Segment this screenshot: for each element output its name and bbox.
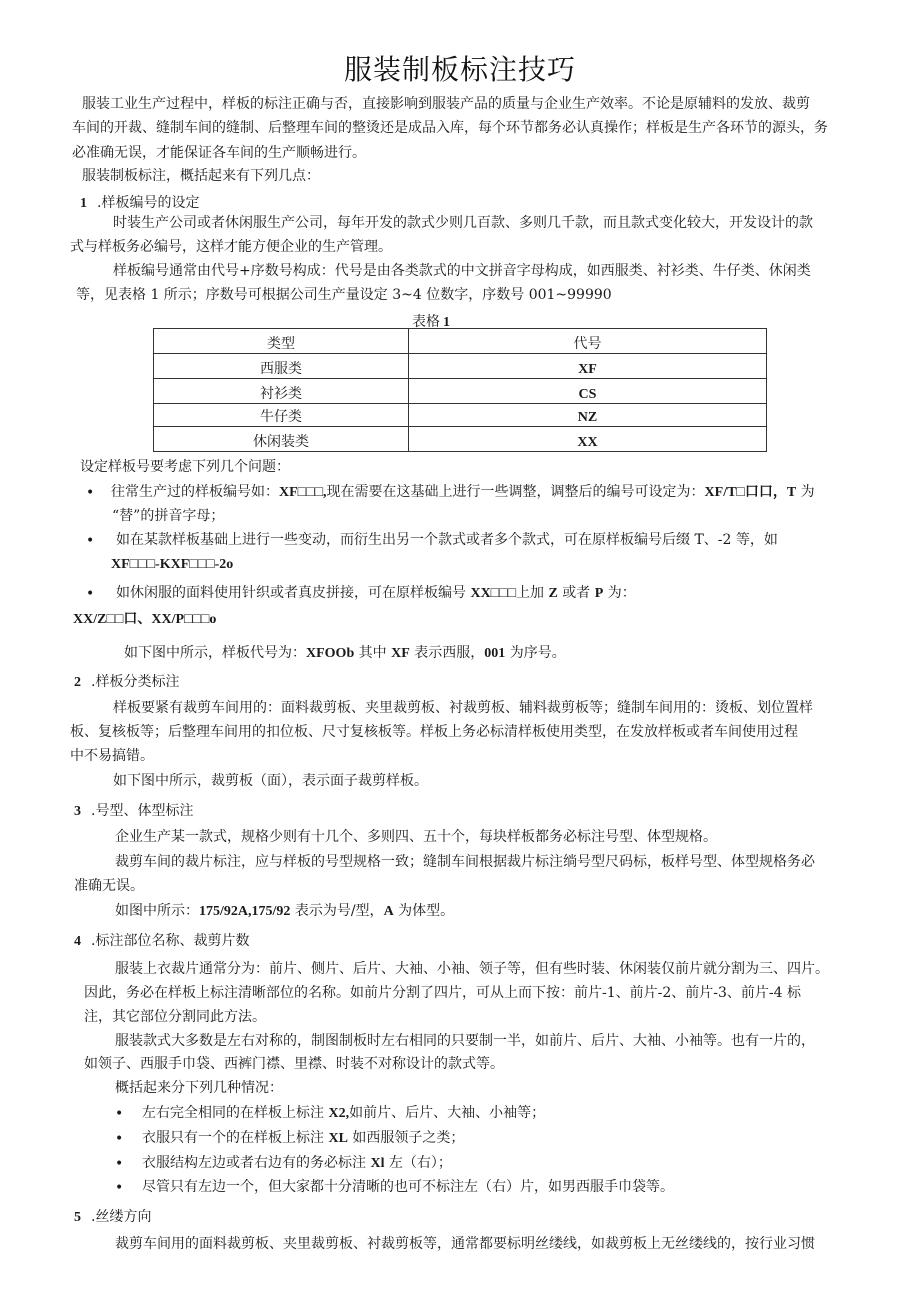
cell-code: XX (409, 427, 767, 452)
s3-para-line-1: 企业生产某一款式，规格少则有十几个、多则四、五十个，每块样板都务必标注号型、体型规格。 (115, 829, 717, 845)
considerations-intro: 设定样板号要考虑下列几个问题： (80, 459, 290, 475)
s1-example: 如下图中所示，样板代号为：XFOOb 其中 XF 表示西服，001 为序号。 (124, 645, 566, 661)
header-type: 类型 (154, 329, 409, 354)
s5-para-line-1: 裁剪车间用的面料裁剪板、夹里裁剪板、衬裁剪板等，通常都要标明丝缕线，如裁剪板上无丝缕线的，按行业习惯 (115, 1236, 815, 1252)
s2-para-line-3: 中不易搞错。 (70, 748, 154, 764)
section-3-heading: 3 .号型、体型标注 (74, 803, 194, 819)
code-table (153, 328, 767, 452)
intro-line-2: 车间的开裁、缝制车间的缝制、后整理车间的整烫还是成品入库，每个环节都务必认真操作；样板是生产各环节的源头，务 (72, 120, 828, 136)
s4-para-line-3: 注，其它部位分割同此方法。 (84, 1009, 266, 1025)
s4-para-line-4: 服装款式大多数是左右对称的，制图制板时左右相同的只要制一半，如前片、后片、大袖、小袖等。也有一片的， (115, 1033, 815, 1049)
intro-line-4: 服装制板标注，概括起来有下列几点： (82, 168, 320, 184)
s1-para-line-3: 样板编号通常由代号+序数号构成：代号是由各类款式的中文拼音字母构成，如西服类、衬衫类、牛仔类、休闲类 (113, 263, 811, 279)
s3-para-line-2: 裁剪车间的裁片标注，应与样板的号型规格一致；缝制车间根据裁片标注绱号型尺码标，板样号型、体型规格务必 (115, 854, 815, 870)
cell-code: CS (409, 379, 767, 404)
s3-para-line-3: 准确无误。 (74, 878, 144, 894)
s4-para-line-6: 概括起来分下列几种情况： (115, 1080, 283, 1096)
section-4-heading: 4 .标注部位名称、裁剪片数 (74, 933, 250, 949)
header-code: 代号 (409, 329, 767, 354)
section-5-heading: 5 .丝缕方向 (74, 1209, 152, 1225)
table-row (154, 354, 767, 379)
bullet-1-line-2: “替”的拼音字母； (112, 508, 225, 524)
bullet-1-line-1: 往常生产过的样板编号如：XF□□□,现在需要在这基础上进行一些调整，调整后的编号可设定为：XF/T□口口，T 为 (111, 484, 815, 500)
bullet-icon: • (115, 1131, 124, 1147)
cell-type: 牛仔类 (154, 404, 409, 427)
bullet-3-line-1: 如休闲服的面料使用针织或者真皮拼接，可在原样板编号 XX□□□上加 Z 或者 P 为： (116, 585, 636, 601)
section-2-heading: 2 .样板分类标注 (74, 674, 180, 690)
s1-para-line-1: 时装生产公司或者休闲服生产公司，每年开发的款式少则几百款、多则几千款，而且款式变化较大，开发设计的款 (113, 215, 813, 231)
table-caption: 表格 1 (412, 314, 450, 330)
document-title: 服装制板标注技巧 (343, 53, 576, 86)
bullet-3-line-2: XX/Z□□口、XX/P□□□o (73, 612, 217, 627)
s4-para-line-2: 因此，务必在样板上标注清晰部位的名称。如前片分割了四片，可从上而下按：前片-1、前片-2、前片-3、前片-4 标 (84, 985, 801, 1001)
table-row (154, 427, 767, 452)
bullet-2-line-2: XF□□□-KXF□□□-2o (111, 557, 234, 572)
cell-code: NZ (409, 404, 767, 427)
s4-para-line-5: 如领子、西服手巾袋、西裤门襟、里襟、时装不对称设计的款式等。 (84, 1056, 504, 1072)
cell-type: 西服类 (154, 354, 409, 379)
s2-para-line-1: 样板要紧有裁剪车间用的：面料裁剪板、夹里裁剪板、衬裁剪板、辅料裁剪板等；缝制车间用的：烫板、划位置样 (113, 700, 813, 716)
cell-type: 休闲装类 (154, 427, 409, 452)
s4-bullet-2: 衣服只有一个的在样板上标注 XL 如西服领子之类； (142, 1130, 465, 1146)
s3-example: 如图中所示：175/92A,175/92 表示为号/型，A 为体型。 (115, 903, 455, 919)
bullet-icon: • (115, 1156, 124, 1172)
cell-code: XF (409, 354, 767, 379)
cell-type: 衬衫类 (154, 379, 409, 404)
section-heading-text: .样板编号的设定 (97, 195, 200, 211)
table-row (154, 404, 767, 427)
intro-line-1: 服装工业生产过程中，样板的标注正确与否，直接影响到服装产品的质量与企业生产效率。不论是原辅料的发放、裁剪 (82, 96, 810, 112)
s4-bullet-4: 尽管只有左边一个，但大家都十分清晰的也可不标注左（右）片，如男西服手巾袋等。 (142, 1179, 674, 1195)
table-header-row (154, 329, 767, 354)
bullet-icon: • (86, 533, 95, 549)
s4-para-line-1: 服装上衣裁片通常分为：前片、侧片、后片、大袖、小袖、领子等，但有些时装、休闲装仅前片就分割为三、四片。 (115, 961, 829, 977)
s4-bullet-1: 左右完全相同的在样板上标注 X2,如前片、后片、大袖、小袖等； (142, 1105, 546, 1121)
section-number: 1 (80, 196, 87, 211)
s2-para-line-2: 板、复核板等；后整理车间用的扣位板、尺寸复核板等。样板上务必标清样板使用类型，在发放样板或者车间使用过程 (70, 724, 798, 740)
section-1-heading (80, 192, 199, 212)
bullet-icon: • (115, 1106, 124, 1122)
s4-bullet-3: 衣服结构左边或者右边有的务必标注 Xl 左（右）； (142, 1155, 452, 1171)
bullet-icon: • (115, 1180, 124, 1196)
bullet-icon: • (86, 586, 95, 602)
s1-para-line-4: 等，见表格 1 所示；序数号可根据公司生产量设定 3~4 位数字，序数号 001~99990 (76, 287, 612, 303)
s2-para-line-4: 如下图中所示，裁剪板（面），表示面子裁剪样板。 (113, 773, 428, 789)
bullet-icon: • (86, 485, 95, 501)
table-row (154, 379, 767, 404)
intro-line-3: 必准确无误，才能保证各车间的生产顺畅进行。 (72, 145, 366, 161)
bullet-2-line-1: 如在某款样板基础上进行一些变动，而衍生出另一个款式或者多个款式，可在原样板编号后缀 T、-2 等，如 (116, 532, 778, 548)
s1-para-line-2: 式与样板务必编号，这样才能方便企业的生产管理。 (70, 239, 392, 255)
